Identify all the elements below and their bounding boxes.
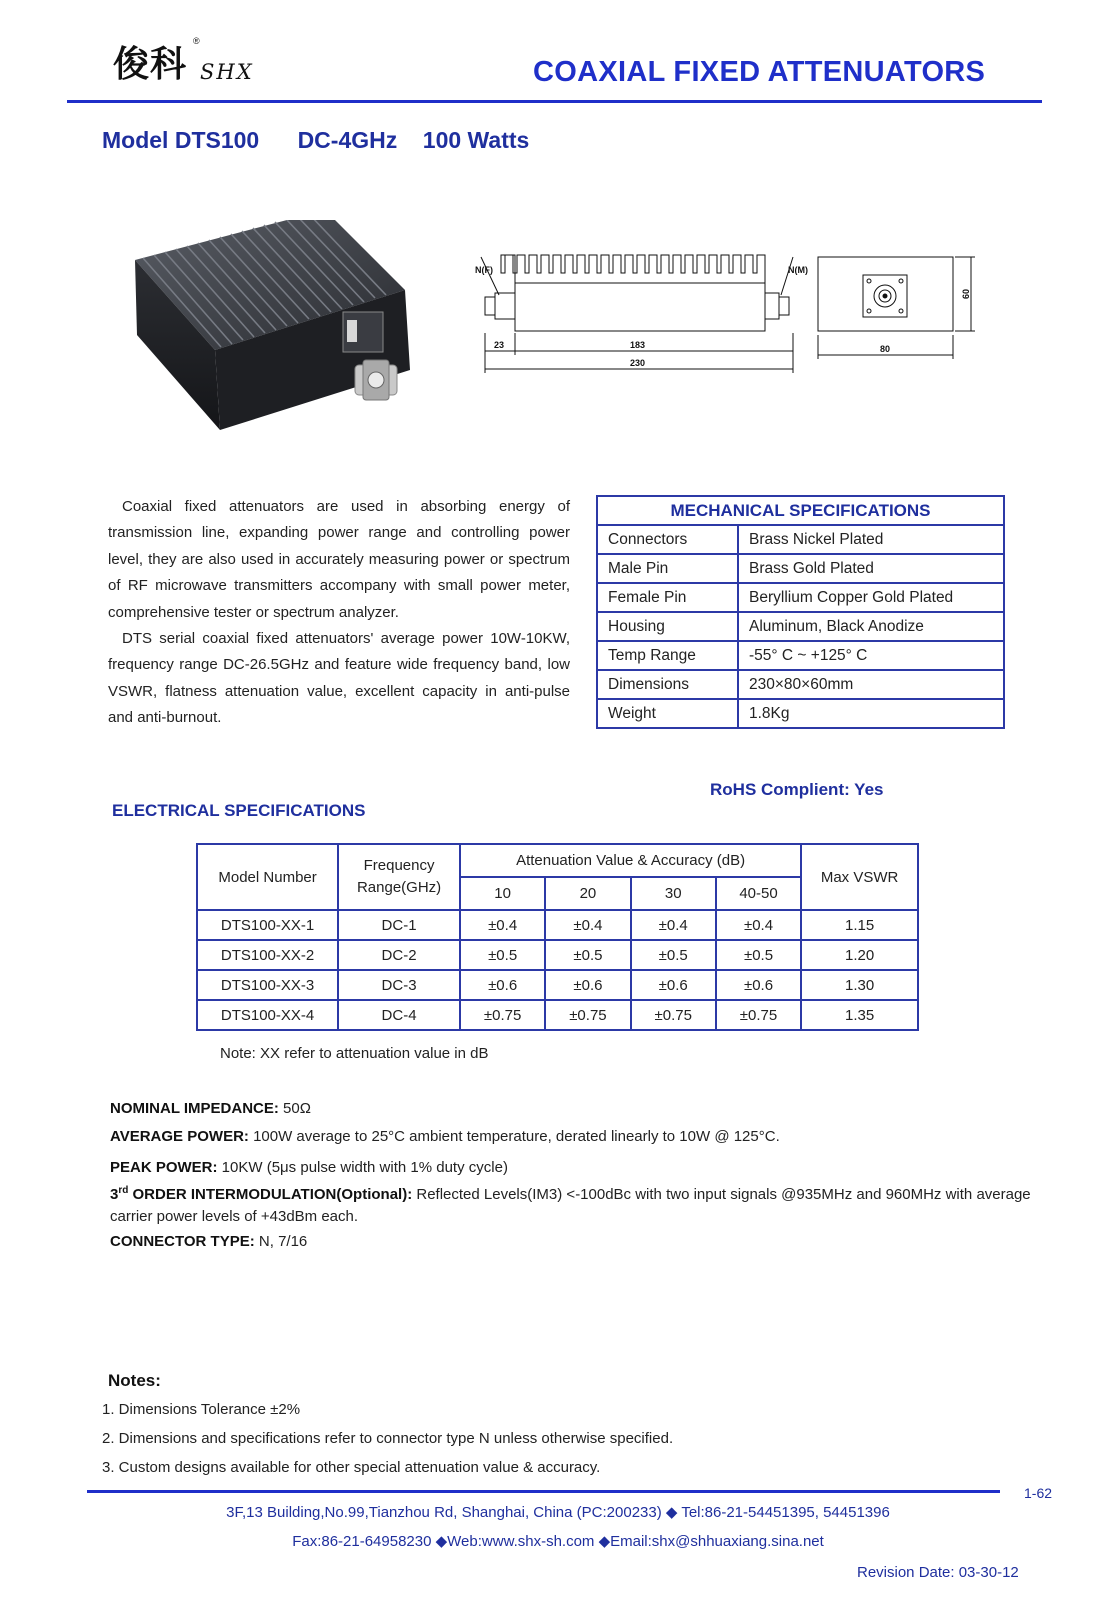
spec-key: Temp Range — [597, 641, 738, 670]
col-att-10: 10 — [460, 877, 545, 910]
cell: ±0.4 — [631, 910, 716, 940]
spec-average-power — [110, 1126, 1060, 1148]
spec-intermodulation — [110, 1180, 1060, 1228]
page-title: COAXIAL FIXED ATTENUATORS — [533, 56, 986, 88]
notes-heading: Notes: — [108, 1371, 161, 1390]
dim-183: 183 — [630, 340, 646, 350]
cell: ±0.6 — [545, 970, 630, 1000]
spec-label: AVERAGE POWER: — [110, 1128, 249, 1145]
dim-80: 80 — [880, 344, 891, 354]
page-number: 1-62 — [1024, 1485, 1053, 1501]
spec-key: Connectors — [597, 525, 738, 554]
cell: ±0.6 — [716, 970, 801, 1000]
col-att-30: 30 — [631, 877, 716, 910]
electrical-spec-table — [196, 843, 919, 1031]
note-item: 2. Dimensions and specifications refer to connector type N unless otherwise specified. — [102, 1430, 674, 1447]
col-max-vswr: Max VSWR — [801, 844, 918, 910]
dimension-drawing — [475, 245, 995, 385]
cell: DC-1 — [338, 910, 460, 940]
spec-value: 50Ω — [278, 1100, 311, 1117]
cell: 1.15 — [801, 910, 918, 940]
spec-key: Dimensions — [597, 670, 738, 699]
spec-value: Aluminum, Black Anodize — [738, 612, 1004, 641]
spec-key: Housing — [597, 612, 738, 641]
header-divider — [67, 100, 1042, 103]
revision-date: Revision Date: 03-30-12 — [857, 1564, 1019, 1581]
spec-impedance — [110, 1098, 1060, 1120]
table-row — [197, 940, 918, 970]
cell: ±0.75 — [631, 1000, 716, 1030]
table-row — [597, 641, 1004, 670]
table-row — [597, 554, 1004, 583]
cell: ±0.75 — [716, 1000, 801, 1030]
spec-value: -55° C ~ +125° C — [738, 641, 1004, 670]
cell: ±0.5 — [460, 940, 545, 970]
spec-value: 10KW (5μs pulse width with 1% duty cycle) — [217, 1159, 508, 1176]
cell: ±0.4 — [716, 910, 801, 940]
cell: DC-4 — [338, 1000, 460, 1030]
table-row — [597, 525, 1004, 554]
table-row — [597, 670, 1004, 699]
table-note: Note: XX refer to attenuation value in dB — [220, 1045, 489, 1062]
spec-label: PEAK POWER: — [110, 1159, 218, 1176]
product-photo — [125, 220, 415, 460]
cell: 1.30 — [801, 970, 918, 1000]
spec-value: 100W average to 25°C ambient temperature, derated linearly to 10W @ 125°C. — [248, 1128, 780, 1145]
cell: DC-3 — [338, 970, 460, 1000]
table-row — [197, 1000, 918, 1030]
model-frequency: DC-4GHz — [297, 127, 398, 153]
cell: ±0.4 — [545, 910, 630, 940]
model-name: Model DTS100 — [102, 127, 260, 153]
table-row — [197, 910, 918, 940]
electrical-spec-title: ELECTRICAL SPECIFICATIONS — [112, 801, 366, 820]
footer-address: 3F,13 Building,No.99,Tianzhou Rd, Shanghai, China (PC:200233) ◆ Tel:86-21-54451395, 54451396 — [226, 1504, 890, 1521]
spec-value: 230×80×60mm — [738, 670, 1004, 699]
logo-english: SHX — [200, 60, 254, 84]
table-row — [597, 699, 1004, 728]
cell: ±0.5 — [545, 940, 630, 970]
cell: ±0.4 — [460, 910, 545, 940]
col-att-40-50: 40-50 — [716, 877, 801, 910]
logo-chinese: 俊科 — [113, 43, 188, 85]
spec-key: Female Pin — [597, 583, 738, 612]
spec-label: NOMINAL IMPEDANCE: — [110, 1100, 279, 1117]
spec-value: Beryllium Copper Gold Plated — [738, 583, 1004, 612]
table-row — [597, 583, 1004, 612]
cell: DTS100-XX-1 — [197, 910, 338, 940]
cell: DC-2 — [338, 940, 460, 970]
footer-divider — [87, 1490, 1000, 1493]
cell: ±0.5 — [631, 940, 716, 970]
cell: ±0.6 — [631, 970, 716, 1000]
cell: ±0.5 — [716, 940, 801, 970]
note-item: 3. Custom designs available for other special attenuation value & accuracy. — [102, 1459, 601, 1476]
label-female-connector: N(F) — [475, 265, 493, 275]
spec-key: Weight — [597, 699, 738, 728]
cell: ±0.6 — [460, 970, 545, 1000]
col-att-20: 20 — [545, 877, 630, 910]
cell: ±0.75 — [460, 1000, 545, 1030]
spec-key: Male Pin — [597, 554, 738, 583]
spec-label: CONNECTOR TYPE: — [110, 1233, 255, 1250]
cell: DTS100-XX-2 — [197, 940, 338, 970]
spec-value: N, 7/16 — [254, 1233, 308, 1250]
mechanical-spec-title: MECHANICAL SPECIFICATIONS — [597, 496, 1004, 525]
cell: 1.35 — [801, 1000, 918, 1030]
dim-60: 60 — [961, 288, 971, 299]
spec-value: Brass Gold Plated — [738, 554, 1004, 583]
footer-contact: Fax:86-21-64958230 ◆Web:www.shx-sh.com ◆Email:shx@shhuaxiang.sina.net — [292, 1533, 824, 1550]
rohs-status: RoHS Complient: Yes — [710, 780, 884, 799]
intro-paragraph-1: Coaxial fixed attenuators are used in absorbing energy of transmission line, expanding power range and controlling power level, they are also used in accurately measuring power or spectrum of RF microwave transmitters accompany with small power meter, comprehensive tester or spectrum analyzer. — [108, 498, 570, 621]
cell: ±0.75 — [545, 1000, 630, 1030]
dim-230: 230 — [630, 358, 646, 368]
col-model-number: Model Number — [197, 844, 338, 910]
mechanical-spec-table — [596, 495, 1005, 729]
intro-text — [108, 494, 570, 732]
note-item: 1. Dimensions Tolerance ±2% — [102, 1401, 301, 1418]
label-male-connector: N(M) — [788, 265, 808, 275]
cell: DTS100-XX-3 — [197, 970, 338, 1000]
table-row — [197, 970, 918, 1000]
spec-connector-type — [110, 1231, 1060, 1253]
registered-mark: ® — [193, 36, 200, 46]
spec-value: 1.8Kg — [738, 699, 1004, 728]
cell: 1.20 — [801, 940, 918, 970]
dim-23: 23 — [494, 340, 505, 350]
cell: DTS100-XX-4 — [197, 1000, 338, 1030]
model-heading — [102, 127, 529, 154]
spec-value: Brass Nickel Plated — [738, 525, 1004, 554]
spec-peak-power — [110, 1157, 1060, 1179]
col-frequency-range: Frequency Range(GHz) — [338, 844, 460, 910]
col-attenuation: Attenuation Value & Accuracy (dB) — [460, 844, 801, 877]
table-row — [597, 612, 1004, 641]
spec-label: 3rd ORDER INTERMODULATION(Optional): — [110, 1185, 413, 1203]
model-power: 100 Watts — [422, 127, 530, 153]
spec-value: Reflected Levels(IM3) <-100dBc with two input signals @935MHz and 960MHz with average carrier power levels of +43dBm each. — [110, 1186, 1031, 1225]
intro-paragraph-2: DTS serial coaxial fixed attenuators' average power 10W-10KW, frequency range DC-26.5GHz and feature wide frequency band, low VSWR, flatness attenuation value, excellent capacity in anti-pulse and anti-burnout. — [108, 630, 570, 727]
